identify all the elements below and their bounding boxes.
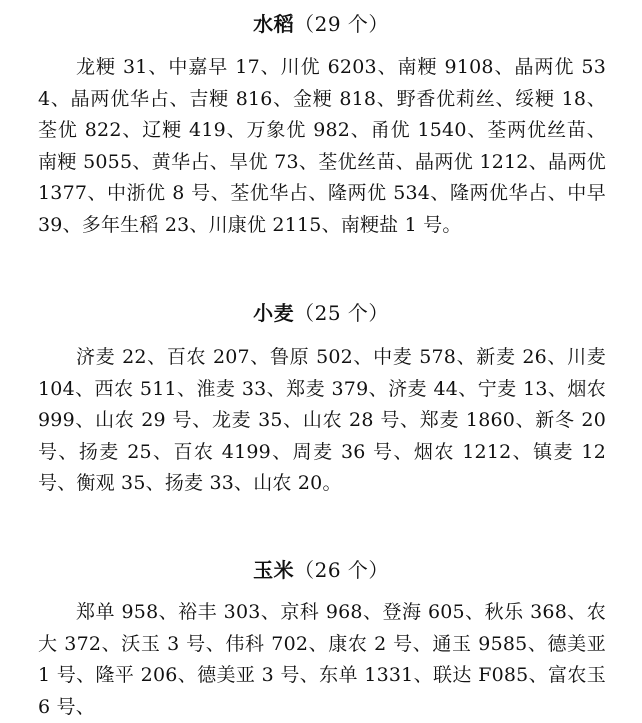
section-title-wheat <box>0 298 642 328</box>
section-title-wheat-count: （25 个） <box>294 301 389 325</box>
section-title-rice <box>0 9 642 39</box>
section-title-corn-name: 玉米 <box>253 558 295 582</box>
section-title-rice-count: （29 个） <box>294 12 389 36</box>
section-title-rice-name: 水稻 <box>253 12 295 36</box>
wheat-varieties-paragraph: 济麦 22、百农 207、鲁原 502、中麦 578、新麦 26、川麦 104、西农 511、淮麦 33、郑麦 379、济麦 44、宁麦 13、烟农 999、山农 29 号、龙麦 35、山农 28 号、郑麦 1860、新冬 20 号、扬麦 25、百农 4199、周麦 36 号、烟农 1212、镇麦 12 号、衡观 35、扬麦 33、山农 20。 <box>38 346 606 494</box>
section-title-corn <box>0 555 642 585</box>
rice-varieties-paragraph: 龙粳 31、中嘉早 17、川优 6203、南粳 9108、晶两优 534、晶两优华占、吉粳 816、金粳 818、野香优莉丝、绥粳 18、荃优 822、辽粳 419、万象优 982、甬优 1540、荃两优丝苗、南粳 5055、黄华占、旱优 73、荃优丝苗、晶两优 1212、晶两优 1377、中浙优 8 号、荃优华占、隆两优 534、隆两优华占、中早 39、多年生稻 23、川康优 2115、南粳盐 1 号。 <box>38 56 606 236</box>
section-title-corn-count: （26 个） <box>294 558 389 582</box>
corn-varieties-paragraph: 郑单 958、裕丰 303、京科 968、登海 605、秋乐 368、农大 372、沃玉 3 号、伟科 702、康农 2 号、通玉 9585、德美亚 1 号、隆平 206、德美亚 3 号、东单 1331、联达 F085、富农玉 6 号、 <box>38 601 606 718</box>
section-title-wheat-name: 小麦 <box>253 301 295 325</box>
